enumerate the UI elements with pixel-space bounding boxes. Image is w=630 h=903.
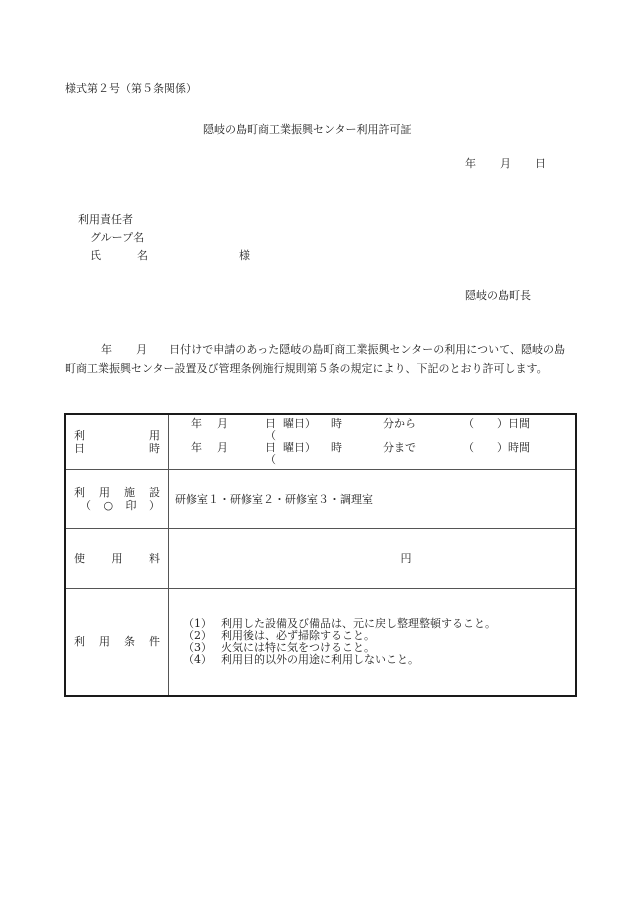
- label-facility: 利 用 施 設 （ ○ 印 ）: [65, 469, 169, 528]
- row-facility: [65, 469, 576, 528]
- usage-datetime-value[interactable]: [169, 414, 577, 469]
- conditions-list: [169, 588, 577, 696]
- condition-item: （3） 火気には特に気をつけること。: [183, 640, 375, 654]
- issuer: 隠岐の島町長: [465, 289, 531, 302]
- group-name-label: グループ名: [90, 231, 145, 244]
- datetime-from: 年 月 日（ 曜日） 時 分から （ ）日間: [191, 416, 530, 442]
- form-number: 様式第２号（第５条関係）: [65, 82, 197, 95]
- date-month: 月: [500, 157, 511, 170]
- body-year: 年: [101, 343, 113, 356]
- datetime-to: 年 月 日（ 曜日） 時 分まで （ ）時間: [191, 440, 530, 466]
- applicant-block: [78, 211, 250, 265]
- label-conditions: 利 用 条 件: [65, 588, 169, 696]
- permit-table: [64, 413, 577, 697]
- row-fee: [65, 528, 576, 588]
- date-day: 日: [535, 157, 546, 170]
- name-row: [78, 247, 250, 265]
- facility-options[interactable]: 研修室１・研修室２・研修室３・調理室: [169, 469, 577, 528]
- name-label-1: 氏: [90, 249, 101, 262]
- label-fee: 使 用 料: [65, 528, 169, 588]
- name-label-2: 名: [137, 249, 148, 262]
- condition-item: （1） 利用した設備及び備品は、元に戻し整理整頓すること。: [183, 616, 496, 630]
- permit-statement: [65, 340, 565, 378]
- date-year: 年: [465, 157, 476, 170]
- body-month: 月: [136, 343, 148, 356]
- document-title: 隠岐の島町商工業振興センター利用許可証: [203, 123, 412, 136]
- issue-date: [465, 155, 546, 171]
- condition-item: （4） 利用目的以外の用途に利用しないこと。: [183, 652, 419, 666]
- applicant-label: 利用責任者: [78, 213, 133, 226]
- row-usage-datetime: [65, 414, 576, 469]
- fee-value[interactable]: 円: [169, 528, 577, 588]
- honorific: 様: [239, 249, 250, 262]
- label-usage-datetime: 利 用 日 時: [65, 414, 169, 469]
- body-text: 日付けで申請のあった隠岐の島町商工業振興センターの利用について、隠岐の島町商工業振興センター設置及び管理条例施行規則第５条の規定により、下記のとおり許可します。: [65, 343, 566, 375]
- row-conditions: [65, 588, 576, 696]
- condition-item: （2） 利用後は、必ず掃除すること。: [183, 628, 375, 642]
